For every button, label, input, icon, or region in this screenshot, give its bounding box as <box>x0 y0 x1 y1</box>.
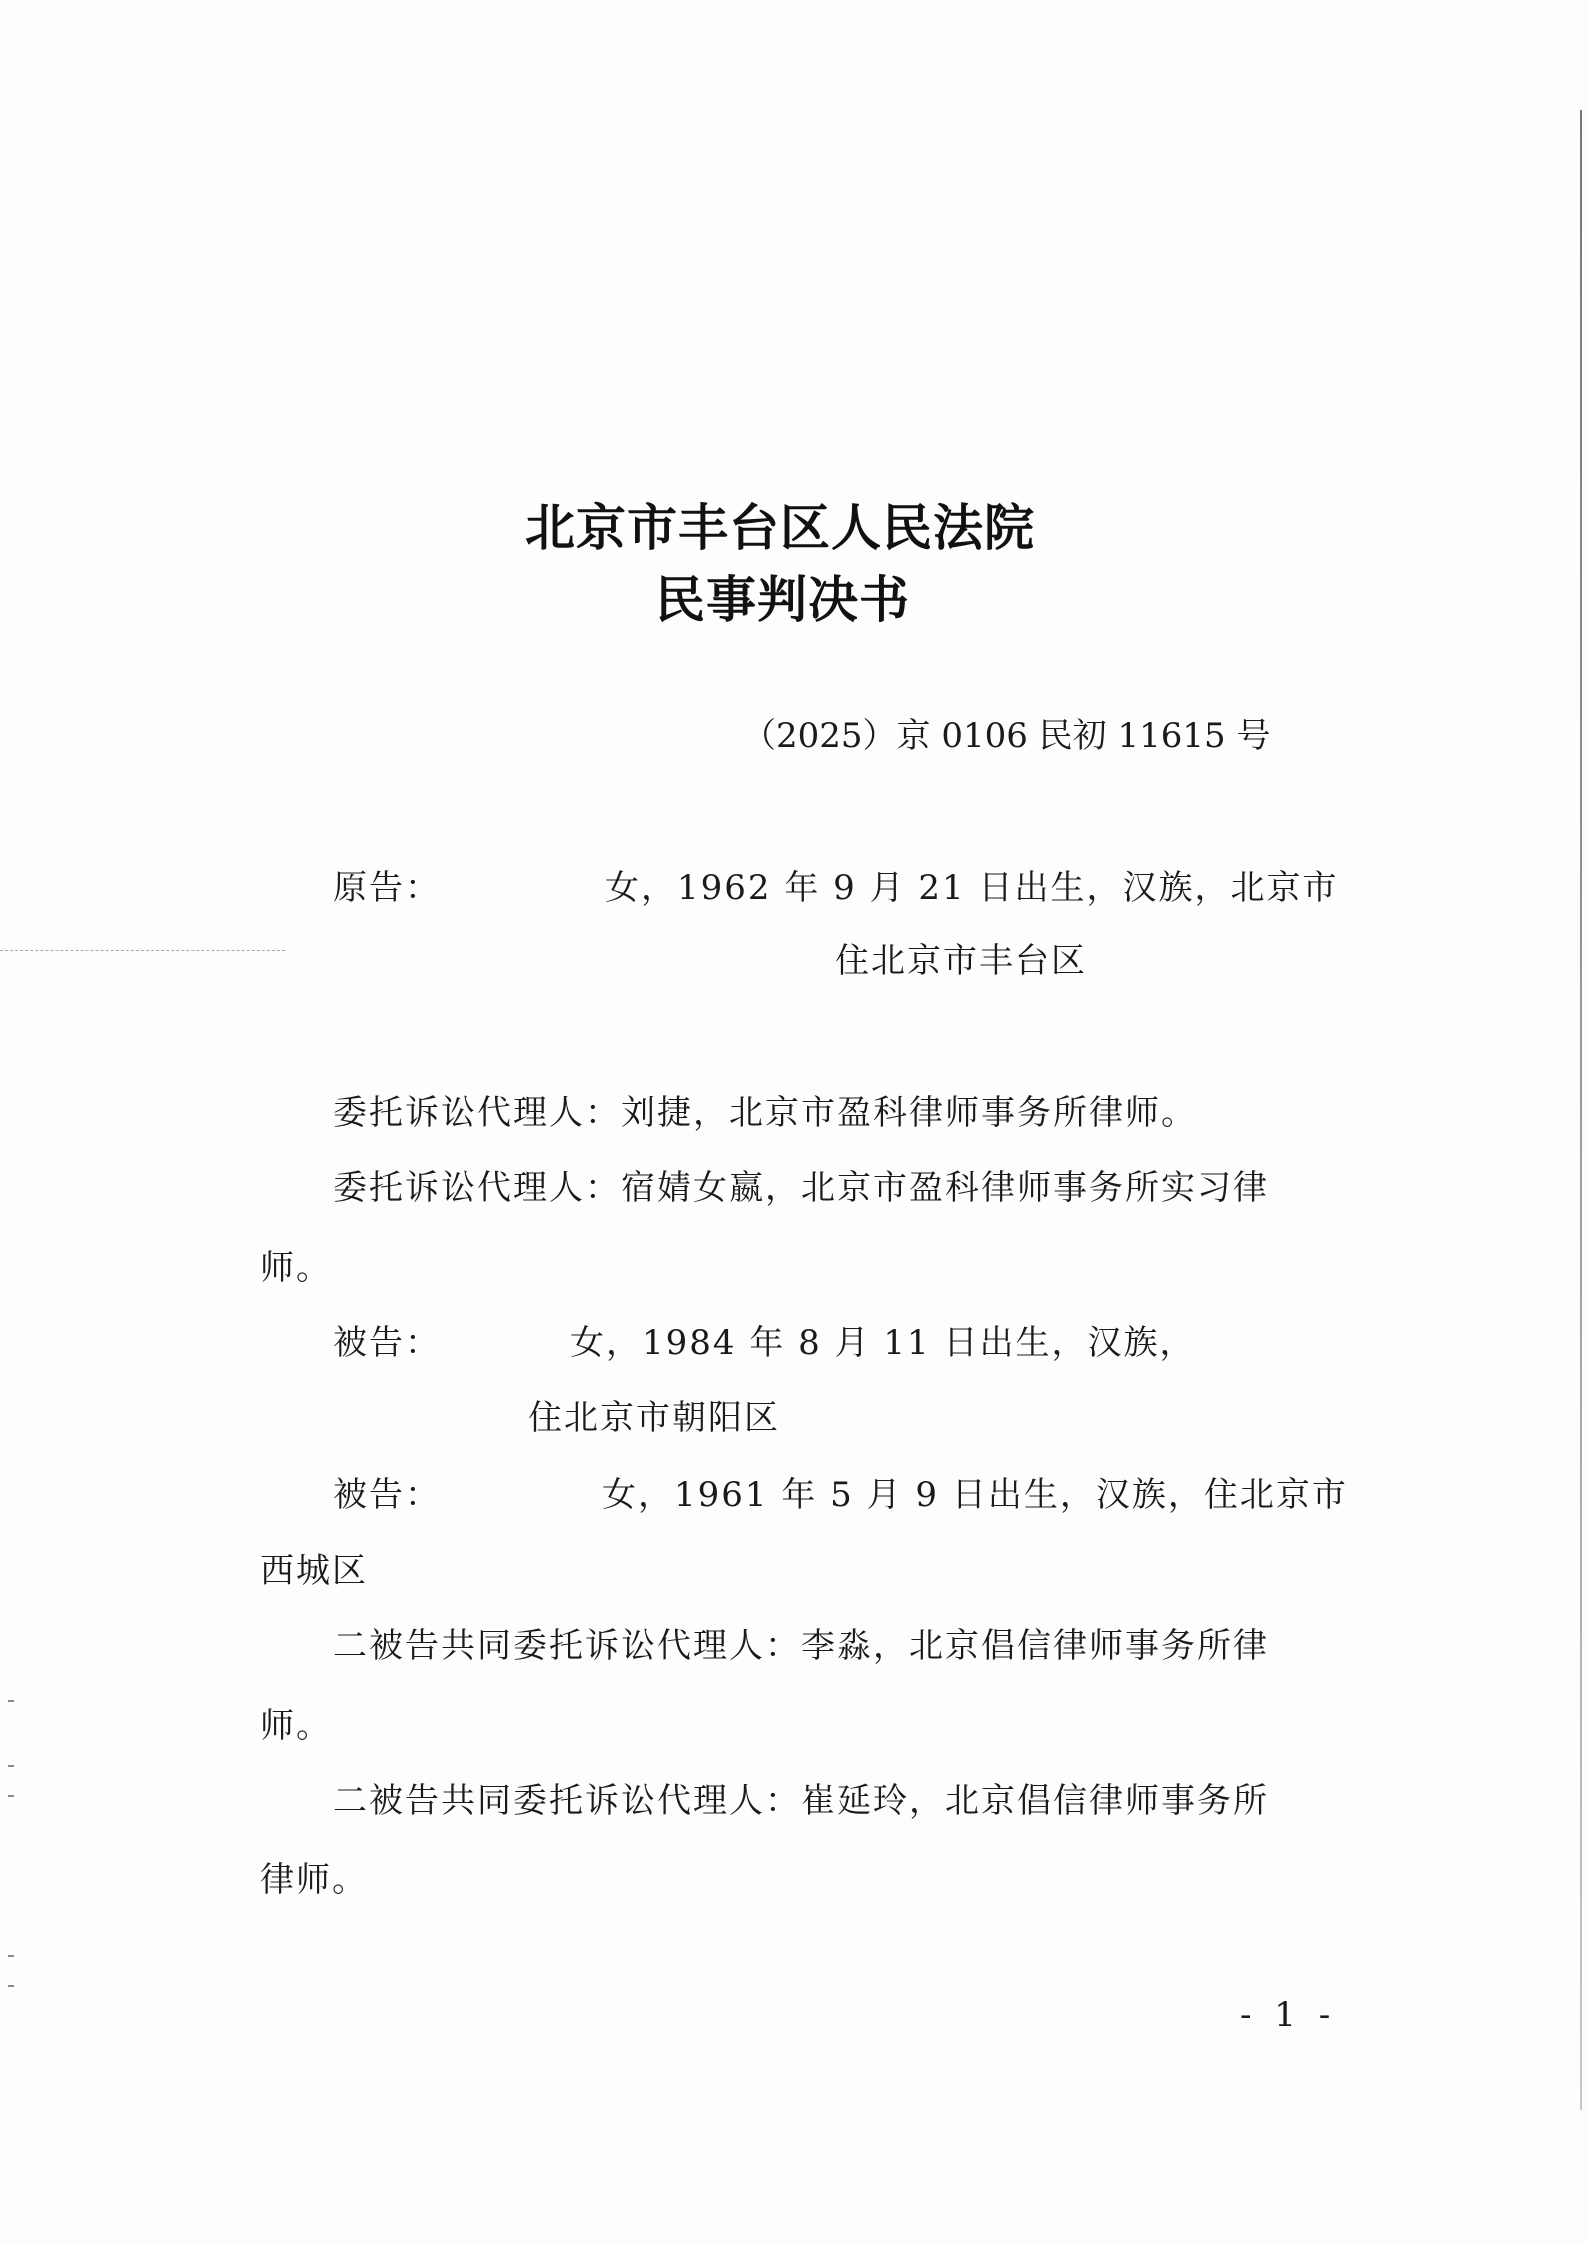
plaintiff-label: 原告： <box>333 868 441 908</box>
case-number: （2025）京 0106 民初 11615 号 <box>742 716 1271 756</box>
scan-mark <box>8 1795 14 1797</box>
page-number: - 1 - <box>1240 1995 1337 2035</box>
defendant-2-address: 西城区 <box>260 1551 368 1591</box>
scan-mark <box>8 1955 14 1957</box>
document-type: 民事判决书 <box>655 571 910 629</box>
scan-mark <box>8 1700 14 1702</box>
joint-agent-2: 二被告共同委托诉讼代理人：崔延玲，北京倡信律师事务所 <box>333 1781 1269 1821</box>
scan-dashed-line <box>0 950 285 951</box>
scan-edge-line <box>1580 110 1582 2110</box>
plaintiff-agent-2: 委托诉讼代理人：宿婧女嬴，北京市盈科律师事务所实习律 <box>333 1168 1269 1208</box>
defendant-2-label: 被告： <box>333 1475 441 1515</box>
scan-mark <box>8 1985 14 1987</box>
plaintiff-agent-2-cont: 师。 <box>260 1248 332 1288</box>
court-name: 北京市丰台区人民法院 <box>525 499 1035 557</box>
plaintiff-info: 女，1962 年 9 月 21 日出生，汉族，北京市 <box>605 868 1339 908</box>
joint-agent-1: 二被告共同委托诉讼代理人：李淼，北京倡信律师事务所律 <box>333 1626 1269 1666</box>
defendant-1-label: 被告： <box>333 1323 441 1363</box>
defendant-1-info: 女，1984 年 8 月 11 日出生，汉族， <box>570 1323 1196 1363</box>
joint-agent-1-cont: 师。 <box>260 1706 332 1746</box>
scan-mark <box>8 1765 14 1767</box>
defendant-2-info: 女，1961 年 5 月 9 日出生，汉族，住北京市 <box>602 1475 1348 1515</box>
plaintiff-agent-1: 委托诉讼代理人：刘捷，北京市盈科律师事务所律师。 <box>333 1093 1197 1133</box>
plaintiff-address: 住北京市丰台区 <box>835 941 1087 981</box>
defendant-1-address: 住北京市朝阳区 <box>528 1398 780 1438</box>
joint-agent-2-cont: 律师。 <box>260 1860 368 1900</box>
